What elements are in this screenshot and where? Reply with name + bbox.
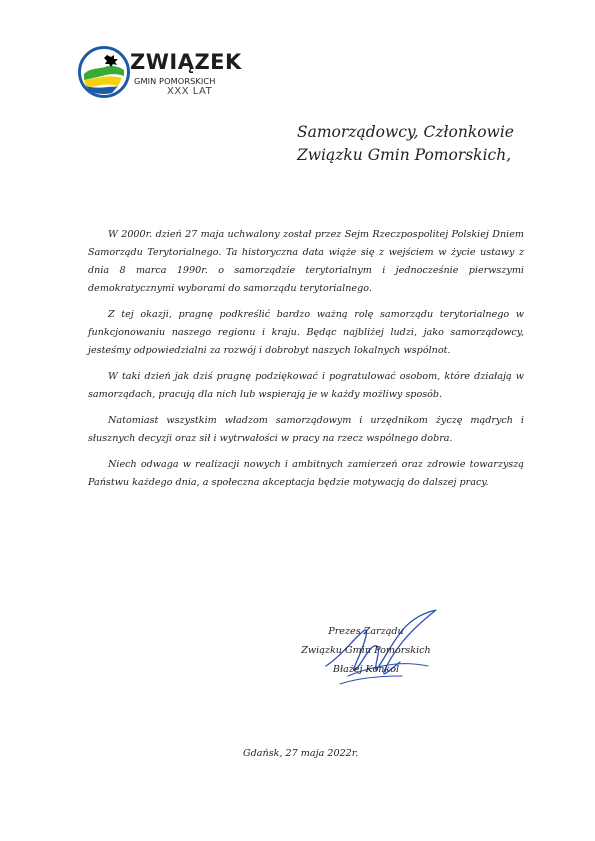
logo-title: ZWIĄZEK [130, 50, 242, 74]
greeting-line-2: Związku Gmin Pomorskich, [297, 146, 512, 164]
association-logo [78, 44, 248, 104]
signature-block [290, 622, 442, 679]
letter-body [88, 226, 524, 500]
pomeranian-emblem-icon [78, 46, 130, 98]
logo-subtitle: GMIN POMORSKICH [134, 76, 216, 86]
paragraph: Z tej okazji, pragnę podkreślić bardzo ważną rolę samorządu terytorialnego w funkcjonowaniu naszego regionu i kraju. Będąc najbliżej ludzi, jako samorządowcy, jesteśmy odpowiedzialni za rozwój i dobrobyt naszych lokalnych wspólnot. [88, 309, 524, 356]
paragraph: Niech odwaga w realizacji nowych i ambitnych zamierzeń oraz zdrowie towarzyszą Państwu każdego dnia, a społeczna akceptacja będzie motywacją do dalszej pracy. [88, 459, 524, 488]
letter-greeting [297, 121, 514, 167]
signature-role: Prezes Zarządu [328, 626, 404, 637]
signature-name: Błażej Konkol [332, 664, 400, 675]
paragraph: W taki dzień jak dziś pragnę podziękować i pogratulować osobom, które działają w samorządach, pracują dla nich lub wspierają je w każdy możliwy sposób. [88, 371, 524, 400]
place-and-date: Gdańsk, 27 maja 2022r. [243, 748, 359, 759]
logo-anniversary: XXX LAT [167, 86, 213, 97]
paragraph: W 2000r. dzień 27 maja uchwalony został przez Sejm Rzeczpospolitej Polskiej Dniem Samorządu Terytorialnego. Ta historyczna data wiąże się z wejściem w życie ustawy z dnia 8 marca 1990r. o samorządzie terytorialnym i jednocześnie pierwszymi demokratycznymi wyborami do samorządu terytorialnego. [88, 229, 524, 294]
paragraph: Natomiast wszystkim władzom samorządowym i urzędnikom życzę mądrych i słusznych decyzji oraz sił i wytrwałości w pracy na rzecz wspólnego dobra. [88, 415, 524, 444]
signature-organization: Związku Gmin Pomorskich [301, 645, 431, 656]
greeting-line-1: Samorządowcy, Członkowie [297, 123, 514, 141]
